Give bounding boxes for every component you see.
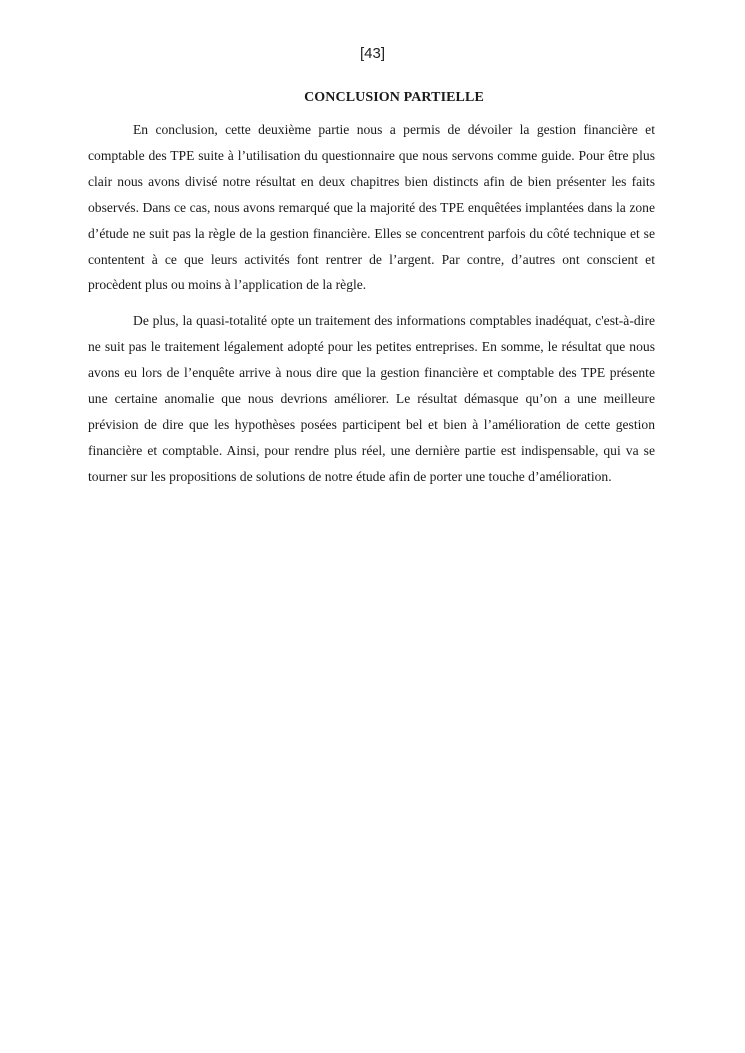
section-title: CONCLUSION PARTIELLE bbox=[304, 90, 484, 105]
paragraph-2: De plus, la quasi-totalité opte un traitement des informations comptables inadéquat, c'est-à-dire ne suit pas le traitement légalement adopté pour les petites entreprises. En somme, le résultat que nous avons eu lors de l’enquête arrive à nous dire que la gestion financière et comptable des TPE présente une certaine anomalie que nous devrions améliorer. Le résultat démasque qu’on a une meilleure prévision de dire que les hypothèses posées participent bel et bien à l’amélioration de cette gestion financière et comptable. Ainsi, pour rendre plus réel, une dernière partie est indispensable, qui va se tourner sur les propositions de solutions de notre étude afin de porter une touche d’amélioration. bbox=[88, 313, 655, 484]
paragraph-1: En conclusion, cette deuxième partie nous a permis de dévoiler la gestion financière et comptable des TPE suite à l’utilisation du questionnaire que nous servons comme guide. Pour être plus clair nous avons divisé notre résultat en deux chapitres bien distincts afin de bien présenter les faits observés. Dans ce cas, nous avons remarqué que la majorité des TPE enquêtées implantées dans la zone d’étude ne suit pas la règle de la gestion financière. Elles se concentrent parfois du côté technique et se contentent à ce que leurs activités font rentrer de l’argent. Par contre, d’autres ont conscient et procèdent plus ou moins à l’application de la règle. bbox=[88, 122, 655, 293]
page-number: [43] bbox=[359, 45, 386, 62]
body-text bbox=[88, 117, 655, 490]
